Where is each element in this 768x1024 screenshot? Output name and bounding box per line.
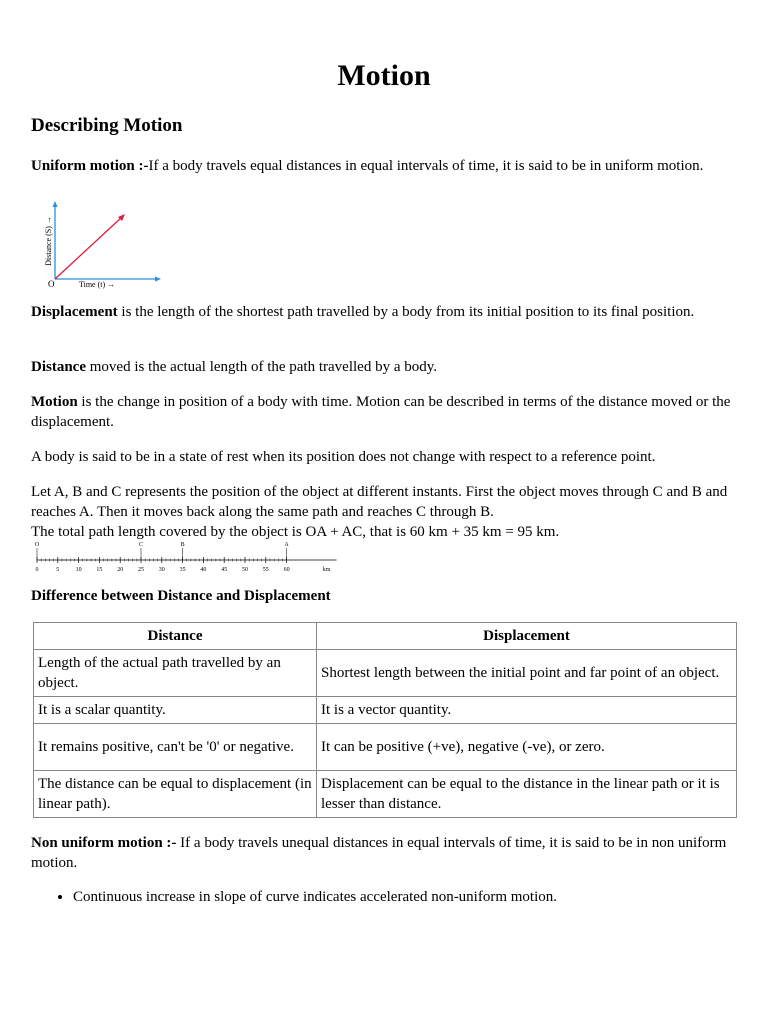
abc-text-2: The total path length covered by the object is OA + AC, that is 60 km + 35 km = 95 km. <box>31 524 560 540</box>
displacement-paragraph <box>31 302 737 322</box>
non-uniform-motion-text: If a body travels unequal distances in equal intervals of time, it is said to be in non uniform motion. <box>31 835 727 871</box>
number-line-tick-label: 5 <box>56 567 60 572</box>
table-header-displacement: Displacement <box>317 623 737 650</box>
motion-term: Motion <box>31 394 78 410</box>
table-header-distance: Distance <box>34 623 317 650</box>
number-line-tick-label: 40 <box>200 567 207 572</box>
number-line-point-label: B <box>180 542 185 548</box>
motion-text: is the change in position of a body with time. Motion can be described in terms of the distance moved or the displacement. <box>31 394 731 430</box>
abc-text-1: Let A, B and C represents the position of the object at different instants. First the object moves through C and B and reaches A. Then it moves back along the same path and reaches C through B. <box>31 484 728 520</box>
table-cell: It remains positive, can't be '0' or negative. <box>34 724 317 771</box>
table-row <box>34 650 737 697</box>
table-cell: Shortest length between the initial point and far point of an object. <box>317 650 737 697</box>
number-line-tick-label: 55 <box>262 567 269 572</box>
graph-distance-line <box>55 217 122 279</box>
number-line-diagram <box>33 540 349 572</box>
table-cell: Displacement can be equal to the distance in the linear path or it is lesser than distance. <box>317 771 737 818</box>
abc-paragraph <box>31 482 737 542</box>
number-line-point-label: A <box>284 542 289 548</box>
uniform-motion-term: Uniform motion :- <box>31 158 149 174</box>
table-row <box>34 724 737 771</box>
motion-paragraph <box>31 392 737 432</box>
page-title: Motion <box>337 59 431 92</box>
graph-y-label: Distance (S) → <box>44 216 53 266</box>
list-item: • Continuous increase in slope of curve indicates accelerated non-uniform motion. <box>73 887 733 907</box>
table-cell: It can be positive (+ve), negative (-ve), or zero. <box>317 724 737 771</box>
uniform-motion-text: If a body travels equal distances in equal intervals of time, it is said to be in uniform motion. <box>148 158 704 174</box>
number-line-tick-label: 10 <box>75 567 82 572</box>
table-cell: Length of the actual path travelled by an object. <box>34 650 317 697</box>
number-line-tick-label: 25 <box>138 567 144 572</box>
bullet-list <box>31 887 733 907</box>
number-line-unit-label: km <box>322 567 331 572</box>
table-cell: It is a vector quantity. <box>317 697 737 724</box>
number-line-tick-label: 20 <box>117 567 124 572</box>
number-line-tick-label: 0 <box>35 567 39 572</box>
table-row <box>34 771 737 818</box>
number-line-tick-label: 35 <box>179 567 186 572</box>
distance-text: moved is the actual length of the path travelled by a body. <box>86 359 438 375</box>
comparison-table <box>33 622 737 818</box>
number-line-tick-label: 60 <box>283 567 290 572</box>
number-line-tick-label: 30 <box>158 567 165 572</box>
uniform-motion-graph <box>37 199 163 291</box>
graph-y-arrow <box>53 201 58 207</box>
difference-heading: Difference between Distance and Displacement <box>31 588 331 604</box>
number-line-tick-label: 15 <box>96 567 103 572</box>
number-line-point-label: C <box>138 542 144 548</box>
graph-x-label: Time (t) → <box>79 280 116 289</box>
number-line-point-label: O <box>34 542 40 548</box>
non-uniform-motion-term: Non uniform motion :- <box>31 835 177 851</box>
rest-paragraph: A body is said to be in a state of rest when its position does not change with respect to a reference point. <box>31 449 656 465</box>
graph-origin-label: O <box>48 279 55 289</box>
uniform-motion-paragraph <box>31 156 737 176</box>
section-heading: Describing Motion <box>31 115 183 136</box>
distance-paragraph <box>31 357 737 377</box>
non-uniform-motion-paragraph <box>31 833 737 873</box>
number-line-tick-label: 45 <box>221 567 228 572</box>
table-row <box>34 697 737 724</box>
table-cell: It is a scalar quantity. <box>34 697 317 724</box>
graph-x-arrow <box>155 277 161 282</box>
displacement-term: Displacement <box>31 304 118 320</box>
number-line-tick-label: 50 <box>242 567 248 572</box>
table-header-row <box>34 623 737 650</box>
distance-term: Distance <box>31 359 86 375</box>
displacement-text: is the length of the shortest path travelled by a body from its initial position to its final position. <box>117 304 695 320</box>
table-cell: The distance can be equal to displacement (in linear path). <box>34 771 317 818</box>
